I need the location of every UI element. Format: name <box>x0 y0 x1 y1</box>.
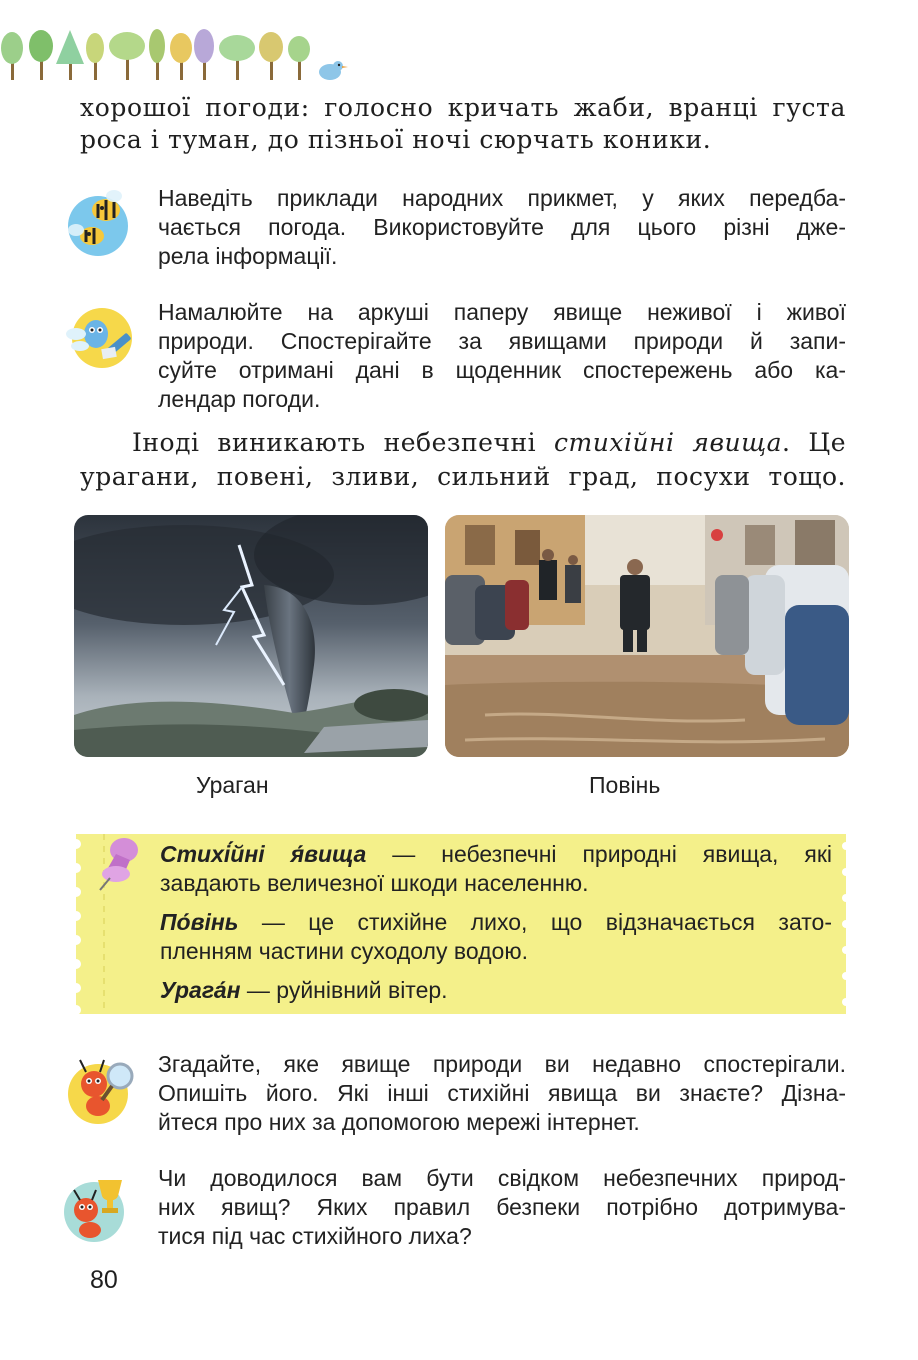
tornado-photo <box>74 515 428 757</box>
definition-term: Стихі́йні я́вища <box>160 841 367 867</box>
definition-text: — руйнівний вітер. <box>240 977 448 1003</box>
task-line: суйте отримані дані в щоденник спостережень або ка- <box>158 357 846 383</box>
task-line: Опишіть його. Які інші стихійні явища ви знаєте? Дізна- <box>158 1080 846 1106</box>
task-line: Намалюйте на аркуші паперу явище неживої і живої <box>158 299 846 325</box>
intro-line: роса і туман, до пізньої ночі сюрчать коники. <box>80 125 712 154</box>
tree-border-decoration <box>0 20 360 84</box>
definition-line <box>160 908 832 937</box>
task-examples-folk-signs <box>158 184 846 271</box>
paragraph-text: . Це <box>782 428 846 457</box>
ant-with-magnifier-icon <box>62 1054 142 1128</box>
definition-text: — це стихійне лихо, що відзначається зато- <box>238 909 832 935</box>
definition-text: — небезпечні природні явища, які <box>366 841 832 867</box>
task-line: Згадайте, яке явище природи ви недавно спостерігали. <box>158 1051 846 1077</box>
flood-photo <box>445 515 849 757</box>
tree-icon <box>1 29 310 80</box>
bee-with-pencil-icon <box>62 300 142 374</box>
task-line: чається погода. Використовуйте для цього різні дже- <box>158 214 846 240</box>
task-recall-phenomenon <box>158 1050 846 1137</box>
definition-term: Урага́н <box>160 977 241 1003</box>
page-number: 80 <box>90 1266 118 1294</box>
hazards-paragraph <box>80 426 846 494</box>
task-line: лендар погоди. <box>158 386 321 412</box>
bird-icon <box>319 61 348 80</box>
definition-line <box>160 840 832 869</box>
paragraph-emphasis: стихійні явища <box>554 428 783 457</box>
task-line: йтеся про них за допомогою мережі інтернет. <box>158 1109 640 1135</box>
definition-line <box>160 976 832 1005</box>
task-safety-rules <box>158 1164 846 1251</box>
task-draw-phenomena <box>158 298 846 414</box>
paragraph-line: урагани, повені, зливи, сильний град, посухи тощо. <box>80 462 846 491</box>
definition-line: пленням частини суходолу водою. <box>160 938 528 964</box>
task-line: рела інформації. <box>158 243 338 269</box>
intro-paragraph <box>80 92 846 156</box>
photo-caption: Повінь <box>589 772 661 798</box>
definition-item <box>160 976 832 1005</box>
bees-icon <box>62 186 142 260</box>
paragraph-text: Іноді виникають небезпечні <box>132 428 555 457</box>
task-line: природи. Спостерігайте за явищами природи й запи- <box>158 328 846 354</box>
photo-caption: Ураган <box>196 772 269 798</box>
task-line: тися під час стихійного лиха? <box>158 1223 472 1249</box>
intro-line: хорошої погоди: голосно кричать жаби, вранці густа <box>80 93 846 122</box>
task-line: них явищ? Яких правил безпеки потрібно дотримува- <box>158 1194 846 1220</box>
definition-item <box>160 908 832 966</box>
paragraph-line <box>80 426 846 460</box>
task-line: Наведіть приклади народних прикмет, у яких передба- <box>158 185 846 211</box>
definition-item <box>160 840 832 898</box>
definition-term: По́вінь <box>160 909 239 935</box>
task-line: Чи доводилося вам бути свідком небезпечних природ- <box>158 1165 846 1191</box>
ant-with-trophy-icon <box>58 1172 138 1246</box>
pushpin-icon <box>94 834 146 892</box>
definitions-list <box>160 840 832 1015</box>
definition-line: завдають величезної шкоди населенню. <box>160 870 589 896</box>
